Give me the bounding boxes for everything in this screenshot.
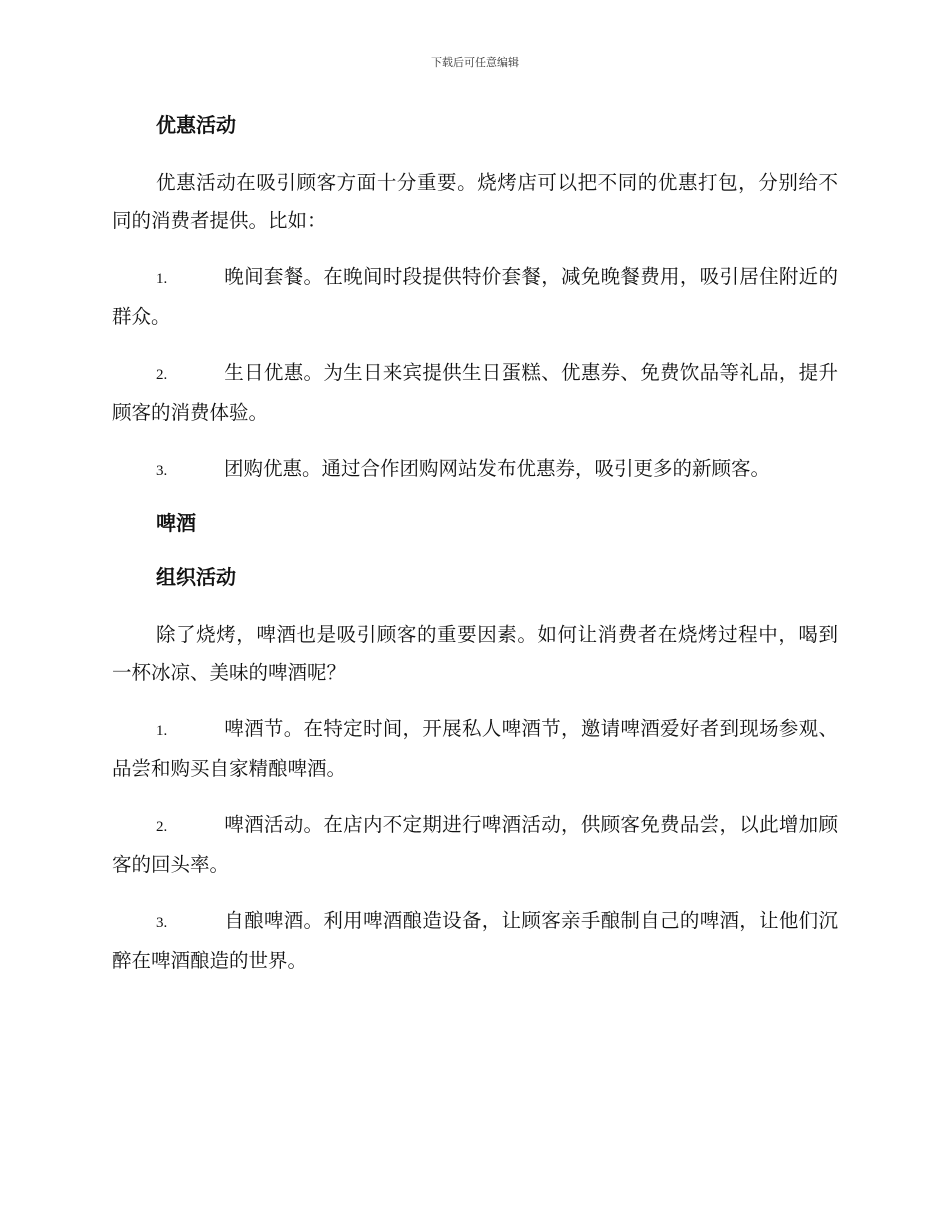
list-item xyxy=(112,258,838,336)
list-number: 3. xyxy=(156,463,168,479)
section-heading-events: 组织活动 xyxy=(156,565,236,589)
document-body xyxy=(112,110,838,998)
discounts-intro-paragraph: 优惠活动在吸引顾客方面十分重要。烧烤店可以把不同的优惠打包，分别给不同的消费者提供。比如： xyxy=(112,171,838,232)
list-item xyxy=(112,354,838,432)
list-item-text: 晚间套餐。在晚间时段提供特价套餐，减免晚餐费用，吸引居住附近的群众。 xyxy=(112,265,838,328)
list-item-text: 啤酒活动。在店内不定期进行啤酒活动，供顾客免费品尝，以此增加顾客的回头率。 xyxy=(112,813,838,876)
list-item-text: 生日优惠。为生日来宾提供生日蛋糕、优惠券、免费饮品等礼品，提升顾客的消费体验。 xyxy=(112,361,838,424)
list-item xyxy=(112,806,838,884)
list-number: 1. xyxy=(156,271,168,287)
list-number: 3. xyxy=(156,915,168,931)
list-item-text: 啤酒节。在特定时间，开展私人啤酒节，邀请啤酒爱好者到现场参观、品尝和购买自家精酿啤酒。 xyxy=(112,717,838,780)
events-intro-paragraph: 除了烧烤，啤酒也是吸引顾客的重要因素。如何让消费者在烧烤过程中，喝到一杯冰凉、美味的啤酒呢？ xyxy=(112,623,838,684)
section-heading-beer: 啤酒 xyxy=(156,511,196,535)
list-number: 2. xyxy=(156,367,168,383)
list-number: 2. xyxy=(156,819,168,835)
page-header-note: 下载后可任意编辑 xyxy=(431,56,519,69)
list-item xyxy=(112,902,838,980)
section-heading-discounts: 优惠活动 xyxy=(156,113,236,137)
list-item-text: 自酿啤酒。利用啤酒酿造设备，让顾客亲手酿制自己的啤酒，让他们沉醉在啤酒酿造的世界。 xyxy=(112,909,838,972)
list-item-text: 团购优惠。通过合作团购网站发布优惠券，吸引更多的新顾客。 xyxy=(224,457,771,480)
list-item xyxy=(112,710,838,788)
list-number: 1. xyxy=(156,723,168,739)
list-item xyxy=(112,450,838,490)
